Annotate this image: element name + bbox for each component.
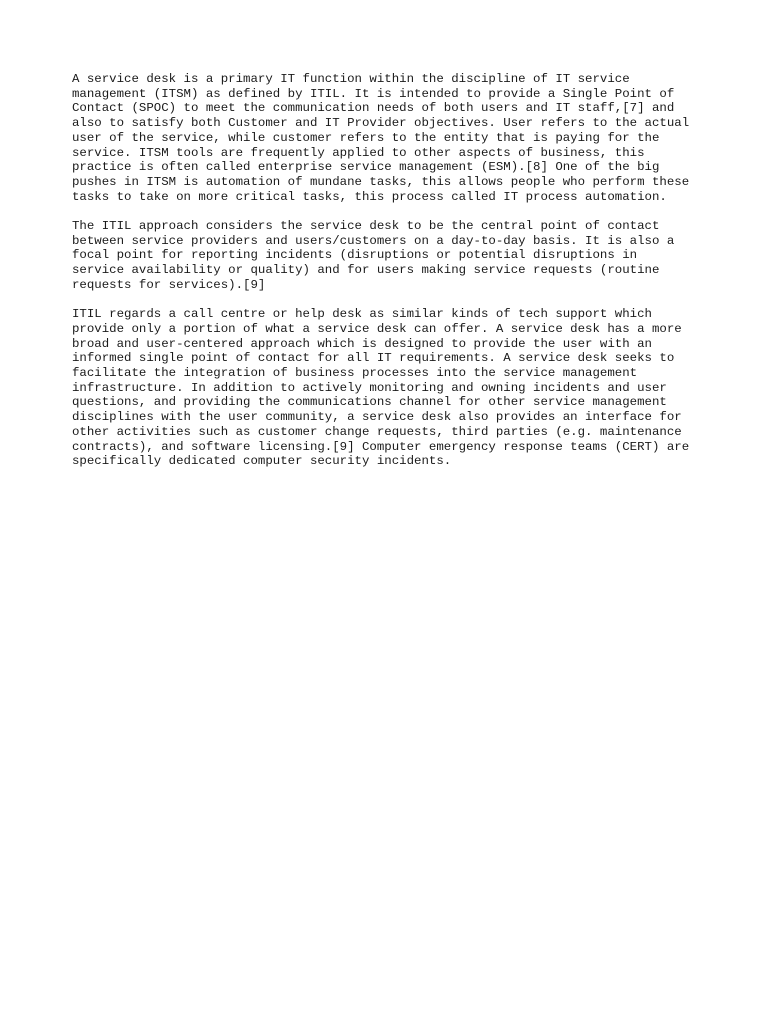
text-line: focal point for reporting incidents (disruptions or potential disruptions in: [72, 248, 638, 263]
text-line: requests for services).[9]: [72, 277, 266, 292]
text-line: other activities such as customer change requests, third parties (e.g. maintenance: [72, 424, 682, 439]
paragraph-service-desk-definition: [72, 72, 702, 204]
text-line: practice is often called enterprise service management (ESM).[8] One of the big: [72, 160, 660, 175]
text-line: service availability or quality) and for users making service requests (routine: [72, 263, 660, 278]
text-line: questions, and providing the communications channel for other service management: [72, 395, 667, 410]
text-line: between service providers and users/customers on a day-to-day basis. It is also a: [72, 233, 675, 248]
text-line: infrastructure. In addition to actively monitoring and owning incidents and user: [72, 380, 667, 395]
text-line: user of the service, while customer refers to the entity that is paying for the: [72, 130, 660, 145]
text-line: ITIL regards a call centre or help desk as similar kinds of tech support which: [72, 307, 652, 322]
document-body: [72, 72, 702, 484]
text-line: broad and user-centered approach which is designed to provide the user with an: [72, 336, 652, 351]
text-line: also to satisfy both Customer and IT Provider objectives. User refers to the actual: [72, 116, 690, 131]
text-line: contracts), and software licensing.[9] Computer emergency response teams (CERT) are: [72, 439, 690, 454]
text-line: service. ITSM tools are frequently applied to other aspects of business, this: [72, 145, 645, 160]
text-line: facilitate the integration of business processes into the service management: [72, 366, 638, 381]
text-line: pushes in ITSM is automation of mundane tasks, this allows people who perform these: [72, 174, 690, 189]
text-line: tasks to take on more critical tasks, this process called IT process automation.: [72, 189, 667, 204]
text-line: A service desk is a primary IT function within the discipline of IT service: [72, 72, 630, 86]
text-line: informed single point of contact for all IT requirements. A service desk seeks to: [72, 351, 675, 366]
text-line: specifically dedicated computer security incidents.: [72, 454, 452, 469]
text-line: management (ITSM) as defined by ITIL. It is intended to provide a Single Point of: [72, 86, 675, 101]
text-line: disciplines with the user community, a service desk also provides an interface for: [72, 410, 682, 425]
paragraph-itil-approach: [72, 219, 702, 293]
text-line: provide only a portion of what a service desk can offer. A service desk has a more: [72, 321, 682, 336]
text-line: The ITIL approach considers the service desk to be the central point of contact: [72, 219, 660, 234]
paragraph-call-centre-comparison: [72, 307, 702, 469]
text-line: Contact (SPOC) to meet the communication needs of both users and IT staff,[7] and: [72, 101, 675, 116]
